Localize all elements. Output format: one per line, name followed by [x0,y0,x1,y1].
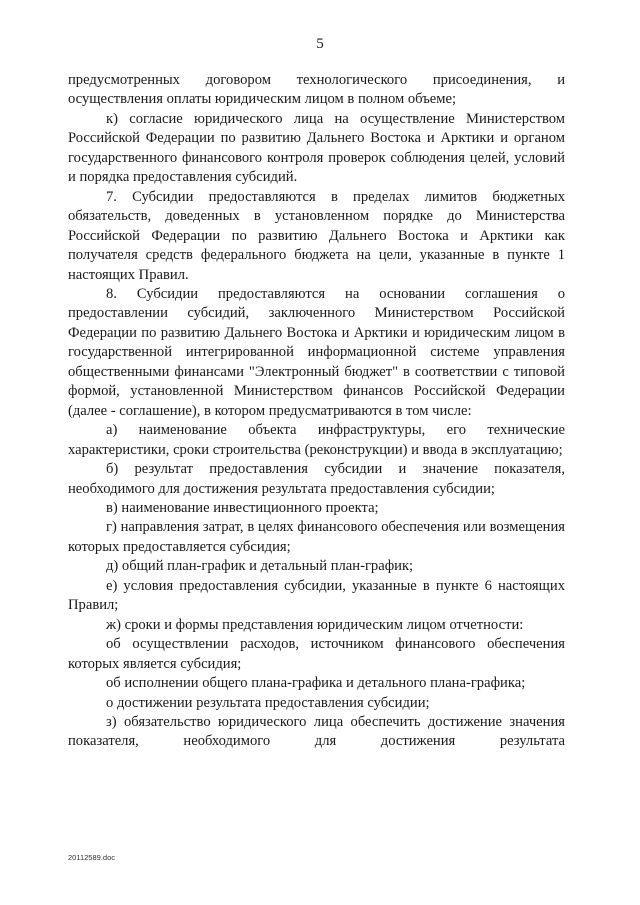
paragraph: об осуществлении расходов, источником финансового обеспечения которых является субсидия; [68,636,565,672]
page-number: 5 [316,36,324,52]
paragraph: а) наименование объекта инфраструктуры, его технические характеристики, сроки строительства (реконструкции) и ввода в эксплуатацию; [68,422,565,458]
paragraph: в) наименование инвестиционного проекта; [106,499,379,516]
document-body [68,71,565,752]
paragraph: з) обязательство юридического лица обеспечить достижение значения показателя, необходимого для достижения результата [68,713,565,750]
paragraph: ж) сроки и формы представления юридическим лицом отчетности: [106,616,524,633]
paragraph: д) общий план-график и детальный план-график; [106,558,414,575]
paragraph: к) согласие юридического лица на осуществление Министерством Российской Федерации по развитию Дальнего Востока и Арктики и органом государственного финансового контроля проверок соблюдения целей, условий и порядка предоставления субсидий. [68,110,565,186]
paragraph: 7. Субсидии предоставляются в пределах лимитов бюджетных обязательств, доведенных в установленном порядке до Министерства Российской Федерации по развитию Дальнего Востока и Арктики как получателя средств федерального бюджета на цели, указанные в пункте 1 настоящих Правил. [68,188,565,283]
paragraph: 8. Субсидии предоставляются на основании соглашения о предоставлении субсидий, заключенного Министерством Российской Федерации по развитию Дальнего Востока и Арктики и юридическим лицом в государственной интегрированной информационной системе управления общественными финансами "Электронный бюджет" в соответствии с типовой формой, установленной Министерством финансов Российской Федерации (далее - соглашение), в котором предусматриваются в том числе: [68,285,565,419]
paragraph: об исполнении общего плана-графика и детального плана-графика; [106,675,526,692]
paragraph: г) направления затрат, в целях финансового обеспечения или возмещения которых предоставляется субсидия; [68,519,565,555]
paragraph: б) результат предоставления субсидии и значение показателя, необходимого для достижения результата предоставления субсидии; [68,461,565,497]
paragraph: е) условия предоставления субсидии, указанные в пункте 6 настоящих Правил; [68,577,565,614]
paragraph: о достижении результата предоставления субсидии; [106,694,430,711]
paragraph: предусмотренных договором технологического присоединения, и осуществления оплаты юридическим лицом в полном объеме; [68,72,565,108]
file-name-footer: 20112589.doc [68,853,115,862]
